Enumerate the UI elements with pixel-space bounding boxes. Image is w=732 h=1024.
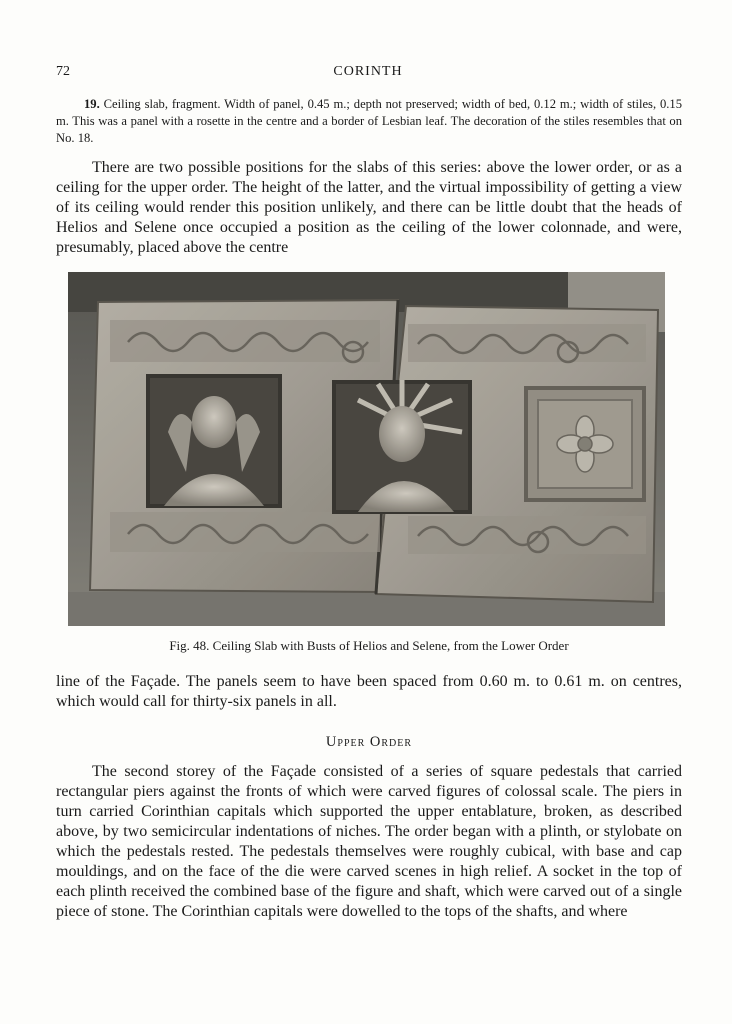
paragraph-3: The second storey of the Façade consisted of a series of square pedestals that carried rectangular piers against the fronts of which were carved figures of colossal scale. The piers in turn carried Corinthian capitals which supported the upper entablature, broken, as described above, by two semicircular indentations of niches. The order began with a plinth, or stylobate on which the pedestals rested. The pedestals themselves were roughly cubical, with base and cap mouldings, and on the face of the die were carved scenes in high relief. A socket in the top of each plinth received the combined base of the figure and shaft, which were carved out of a single piece of stone. The Corinthian capitals were dowelled to the tops of the shafts, and where [56,763,682,920]
figure-photograph [68,272,665,626]
catalog-entry-text: Ceiling slab, fragment. Width of panel, 0.45 m.; depth not preserved; width of bed, 0.12 m.; width of stiles, 0.15 m. This was a panel with a rosette in the centre and a border of Lesbian leaf. The decoration of the stiles resembles that on No. 18. [56,97,683,145]
catalog-entry-number: 19. [84,97,100,111]
running-head [56,64,680,84]
running-title: CORINTH [333,64,403,79]
paragraph-1: There are two possible positions for the slabs of this series: above the lower order, or as a ceiling for the upper order. The height of the latter, and the virtual impossibility of getting a view of its ceiling would render this position unlikely, and there can be little doubt that the heads of Helios and Selene once occupied a position as the ceiling of the lower colonnade, and were, presumably, placed above the centre [56,159,682,256]
page-number: 72 [56,64,70,79]
catalog-entry [56,96,682,147]
paragraph-2: line of the Façade. The panels seem to have been spaced from 0.60 m. to 0.61 m. on centres, which would call for thirty-six panels in all. [56,673,682,710]
ceiling-slab-photo-illustration [68,272,665,626]
section-heading: Upper Order [325,734,413,750]
figure-caption: Fig. 48. Ceiling Slab with Busts of Helios and Selene, from the Lower Order [169,638,569,653]
